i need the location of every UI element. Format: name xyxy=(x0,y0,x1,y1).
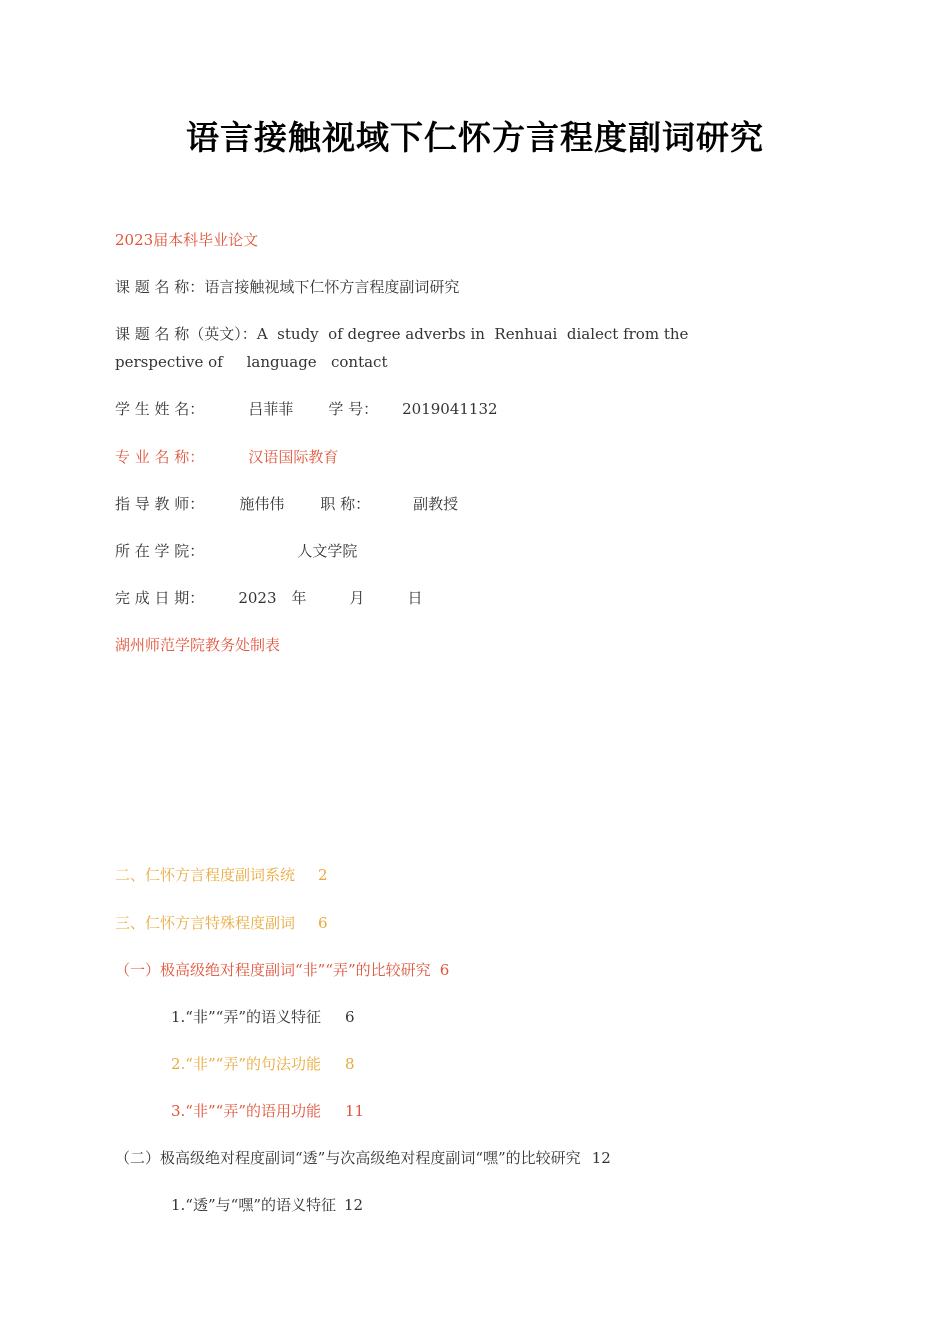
toc-item-title: 1.“非”“弄”的语义特征 xyxy=(171,1008,321,1026)
major-label: 专 业 名 称： xyxy=(115,448,205,466)
rank-value: 副教授 xyxy=(413,495,459,513)
topic-en-label: 课 题 名 称（英文）： xyxy=(115,325,257,343)
toc-item xyxy=(171,1195,363,1215)
student-label: 学 生 姓 名： xyxy=(115,400,205,418)
topic-en-line xyxy=(115,324,688,344)
date-year-unit: 年 xyxy=(291,589,307,607)
student-no-label: 学 号： xyxy=(328,400,379,418)
toc-item-title: （一）极高级绝对程度副词“非”“弄”的比较研究 xyxy=(115,961,431,979)
student-no-value: 2019041132 xyxy=(402,400,498,418)
toc-item-title: 二、仁怀方言程度副词系统 xyxy=(115,866,296,884)
major-line xyxy=(115,447,338,467)
toc-item xyxy=(115,865,328,885)
toc-item-title: 三、仁怀方言特殊程度副词 xyxy=(115,914,296,932)
advisor-line xyxy=(115,494,458,514)
toc-item-title: 1.“透”与“嘿”的语义特征 xyxy=(171,1196,336,1214)
topic-en-value-1: A study of degree adverbs in Renhuai dialect from the xyxy=(256,325,689,343)
document-title: 语言接触视域下仁怀方言程度副词研究 xyxy=(186,118,764,157)
toc-item-page: 6 xyxy=(318,914,328,932)
toc-item xyxy=(171,1007,355,1027)
topic-label: 课 题 名 称： xyxy=(115,278,205,296)
toc-item xyxy=(115,1148,611,1168)
toc-item-page: 11 xyxy=(345,1102,365,1120)
student-line xyxy=(115,399,498,419)
toc-item xyxy=(171,1054,355,1074)
thesis-year-line: 2023届本科毕业论文 xyxy=(115,231,259,249)
toc-item xyxy=(171,1101,364,1121)
toc-item-page: 12 xyxy=(591,1149,611,1167)
toc-item-page: 2 xyxy=(318,866,328,884)
toc-item-page: 8 xyxy=(345,1055,355,1073)
date-year: 2023 xyxy=(238,589,277,607)
topic-line xyxy=(115,277,459,297)
topic-en-line-2: perspective of language contact xyxy=(115,353,388,371)
rank-label: 职 称： xyxy=(320,495,371,513)
toc-item-title: 3.“非”“弄”的语用功能 xyxy=(171,1102,321,1120)
college-label: 所 在 学 院： xyxy=(115,542,205,560)
student-name: 吕菲菲 xyxy=(248,400,294,418)
toc-item-title: 2.“非”“弄”的句法功能 xyxy=(171,1055,321,1073)
advisor-label: 指 导 教 师： xyxy=(115,495,205,513)
major-value: 汉语国际教育 xyxy=(248,448,339,466)
toc-item xyxy=(115,913,328,933)
college-value: 人文学院 xyxy=(297,542,358,560)
date-month-unit: 月 xyxy=(349,589,365,607)
topic-value: 语言接触视域下仁怀方言程度副词研究 xyxy=(204,278,460,296)
toc-item-page: 6 xyxy=(439,961,450,979)
toc-item-page: 12 xyxy=(344,1196,364,1214)
toc-item-title: （二）极高级绝对程度副词“透”与次高级绝对程度副词“嘿”的比较研究 xyxy=(115,1149,581,1167)
date-line xyxy=(115,588,423,608)
toc-item-page: 6 xyxy=(345,1008,355,1026)
college-line xyxy=(115,541,357,561)
advisor-name: 施伟伟 xyxy=(239,495,285,513)
issuer-line: 湖州师范学院教务处制表 xyxy=(115,636,281,654)
date-day-unit: 日 xyxy=(407,589,423,607)
toc-item xyxy=(115,960,449,980)
date-label: 完 成 日 期： xyxy=(115,589,205,607)
